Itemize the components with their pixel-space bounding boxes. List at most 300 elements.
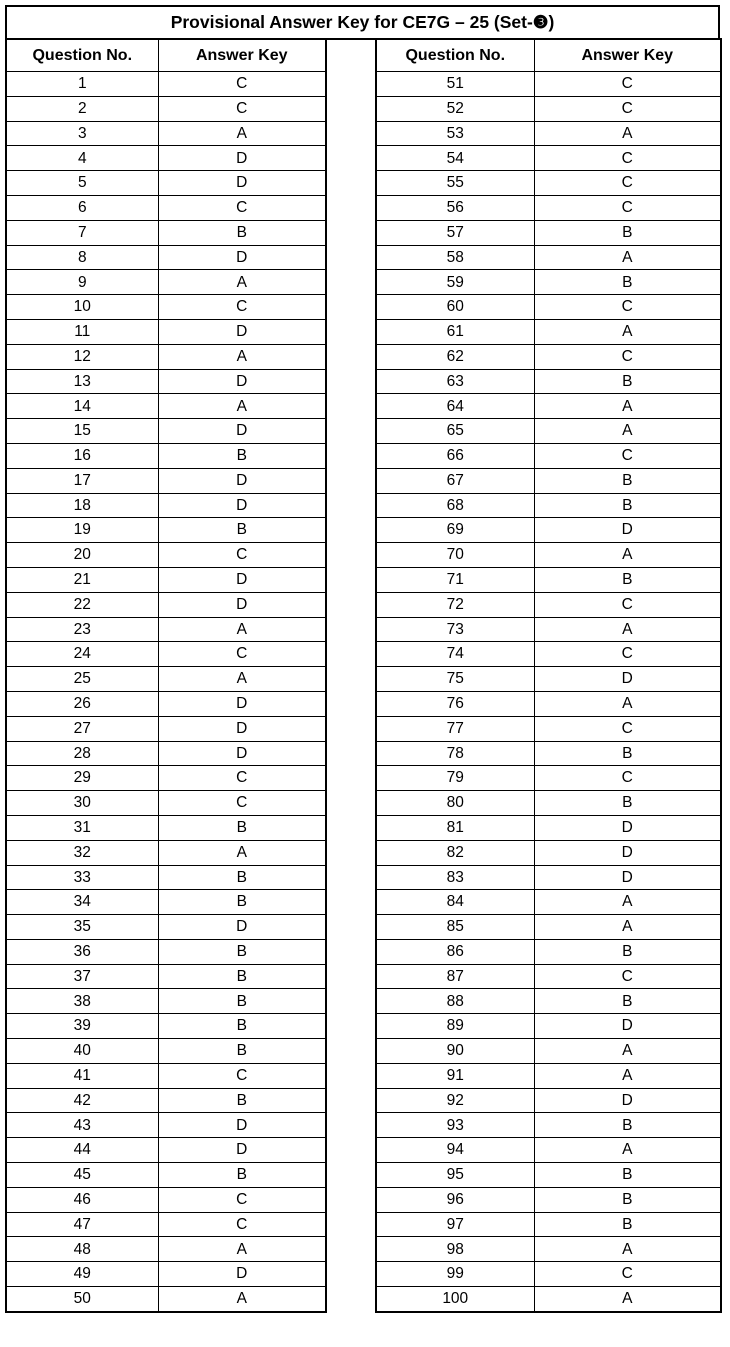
answer-letter: A [534,419,721,444]
question-number: 18 [6,493,158,518]
question-number: 43 [6,1113,158,1138]
answer-letter: B [158,939,326,964]
answer-letter: D [534,667,721,692]
question-number: 40 [6,1039,158,1064]
answer-letter: A [534,1138,721,1163]
answer-letter: D [158,319,326,344]
table-row [6,369,326,394]
answer-letter: D [158,592,326,617]
question-number: 28 [6,741,158,766]
table-row [6,443,326,468]
table-row [376,617,721,642]
answer-letter: C [534,642,721,667]
answer-letter: B [534,220,721,245]
answer-letter: D [534,1088,721,1113]
table-row [376,567,721,592]
answer-letter: B [158,964,326,989]
table-row [6,1163,326,1188]
table-row [6,1138,326,1163]
table-row [376,518,721,543]
question-number: 73 [376,617,534,642]
question-number: 8 [6,245,158,270]
table-row [6,1088,326,1113]
table-row [376,1237,721,1262]
answer-letter: B [158,1088,326,1113]
table-row [376,195,721,220]
page-title [5,5,720,40]
question-number: 85 [376,915,534,940]
table-row [6,1039,326,1064]
question-number: 80 [376,791,534,816]
question-number: 77 [376,716,534,741]
answer-letter: B [158,1014,326,1039]
answer-table-left [5,38,327,1313]
answer-letter: D [158,716,326,741]
question-number: 97 [376,1212,534,1237]
table-row [376,319,721,344]
question-no-header: Question No. [6,39,158,72]
answer-letter: A [158,121,326,146]
header-row [376,39,721,72]
table-row [6,121,326,146]
table-row [6,245,326,270]
answer-letter: B [158,815,326,840]
table-row [376,72,721,97]
answer-letter: A [158,394,326,419]
answer-letter: C [158,766,326,791]
table-row [376,96,721,121]
question-number: 25 [6,667,158,692]
answer-letter: A [534,394,721,419]
answer-letter: C [158,72,326,97]
table-row [6,270,326,295]
table-row [6,195,326,220]
answer-letter: B [158,518,326,543]
table-row [376,592,721,617]
answer-letter: B [534,468,721,493]
question-number: 39 [6,1014,158,1039]
question-number: 55 [376,171,534,196]
answer-letter: C [158,1187,326,1212]
table-row [6,890,326,915]
table-row [376,716,721,741]
question-number: 70 [376,543,534,568]
answer-letter: B [534,1113,721,1138]
table-row [376,741,721,766]
answer-letter: A [534,1063,721,1088]
question-number: 96 [376,1187,534,1212]
question-number: 21 [6,567,158,592]
question-number: 12 [6,344,158,369]
question-number: 5 [6,171,158,196]
table-row [6,146,326,171]
answer-letter: D [158,468,326,493]
question-number: 64 [376,394,534,419]
answer-key-header: Answer Key [534,39,721,72]
question-number: 30 [6,791,158,816]
question-number: 58 [376,245,534,270]
table-row [6,1287,326,1312]
table-row [6,1063,326,1088]
question-no-header: Question No. [376,39,534,72]
table-row [6,468,326,493]
question-number: 92 [376,1088,534,1113]
answer-letter: D [534,865,721,890]
page-title-text: Provisional Answer Key for CE7G – 25 (Set-❸) [170,12,555,32]
answer-letter: A [534,245,721,270]
answer-letter: D [534,518,721,543]
question-number: 94 [376,1138,534,1163]
table-row [6,96,326,121]
table-row [6,1014,326,1039]
question-number: 66 [376,443,534,468]
table-row [376,344,721,369]
question-number: 60 [376,295,534,320]
table-row [6,617,326,642]
answer-letter: B [534,270,721,295]
answer-letter: B [158,1039,326,1064]
answer-letter: D [534,815,721,840]
table-row [376,890,721,915]
table-row [376,394,721,419]
answer-letter: C [534,72,721,97]
question-number: 84 [376,890,534,915]
table-row [6,791,326,816]
question-number: 90 [376,1039,534,1064]
answer-letter: B [534,567,721,592]
question-number: 81 [376,815,534,840]
question-number: 76 [376,691,534,716]
table-row [376,543,721,568]
question-number: 17 [6,468,158,493]
question-number: 59 [376,270,534,295]
question-number: 11 [6,319,158,344]
question-number: 51 [376,72,534,97]
table-row [376,989,721,1014]
question-number: 54 [376,146,534,171]
question-number: 79 [376,766,534,791]
answer-letter: D [534,840,721,865]
table-row [376,493,721,518]
question-number: 95 [376,1163,534,1188]
table-row [376,642,721,667]
answer-letter: B [534,1163,721,1188]
answer-letter: D [158,245,326,270]
table-row [376,245,721,270]
question-number: 47 [6,1212,158,1237]
answer-letter: B [158,220,326,245]
answer-letter: B [534,791,721,816]
answer-letter: C [534,1262,721,1287]
table-row [376,295,721,320]
question-number: 71 [376,567,534,592]
answer-letter: C [534,295,721,320]
question-number: 82 [376,840,534,865]
answer-letter: D [158,567,326,592]
table-row [6,171,326,196]
answer-letter: A [534,1039,721,1064]
table-row [6,394,326,419]
answer-letter: A [158,1287,326,1312]
question-number: 88 [376,989,534,1014]
table-row [6,220,326,245]
table-row [6,840,326,865]
table-row [376,1063,721,1088]
table-row [6,493,326,518]
answer-letter: D [158,146,326,171]
table-row [6,1113,326,1138]
header-row [6,39,326,72]
table-row [6,964,326,989]
answer-letter: D [158,1138,326,1163]
table-row [6,865,326,890]
question-number: 91 [376,1063,534,1088]
answer-letter: B [534,989,721,1014]
answer-letter: A [534,121,721,146]
answer-letter: D [158,1262,326,1287]
question-number: 69 [376,518,534,543]
answer-letter: B [534,939,721,964]
table-row [6,939,326,964]
answer-letter: B [158,865,326,890]
table-row [376,815,721,840]
table-row [6,72,326,97]
question-number: 7 [6,220,158,245]
question-number: 44 [6,1138,158,1163]
question-number: 34 [6,890,158,915]
table-row [376,419,721,444]
answer-letter: C [534,96,721,121]
table-row [6,1262,326,1287]
question-number: 99 [376,1262,534,1287]
question-number: 53 [376,121,534,146]
question-number: 16 [6,443,158,468]
answer-letter: D [158,171,326,196]
question-number: 37 [6,964,158,989]
table-row [6,915,326,940]
question-number: 48 [6,1237,158,1262]
question-number: 67 [376,468,534,493]
answer-letter: D [158,369,326,394]
answer-letter: A [534,1287,721,1312]
answer-letter: B [534,741,721,766]
table-row [6,1187,326,1212]
table-row [6,592,326,617]
answer-letter: C [158,642,326,667]
answer-letter: D [158,691,326,716]
question-number: 57 [376,220,534,245]
answer-letter: C [158,543,326,568]
question-number: 10 [6,295,158,320]
question-number: 20 [6,543,158,568]
table-row [6,989,326,1014]
question-number: 38 [6,989,158,1014]
table-row [376,121,721,146]
question-number: 24 [6,642,158,667]
answer-letter: C [534,344,721,369]
answer-letter: C [534,716,721,741]
answer-letter: D [158,915,326,940]
table-row [6,1237,326,1262]
question-number: 75 [376,667,534,692]
question-number: 45 [6,1163,158,1188]
question-number: 63 [376,369,534,394]
question-number: 78 [376,741,534,766]
question-number: 52 [376,96,534,121]
question-number: 83 [376,865,534,890]
question-number: 42 [6,1088,158,1113]
table-row [376,1212,721,1237]
table-row [376,369,721,394]
table-row [376,964,721,989]
question-number: 26 [6,691,158,716]
answer-letter: C [534,964,721,989]
table-row [6,344,326,369]
question-number: 62 [376,344,534,369]
answer-letter: C [534,195,721,220]
question-number: 89 [376,1014,534,1039]
question-number: 4 [6,146,158,171]
table-row [6,691,326,716]
question-number: 33 [6,865,158,890]
answer-letter: C [158,295,326,320]
answer-letter: A [158,667,326,692]
answer-letter: A [534,543,721,568]
answer-letter: C [534,443,721,468]
table-row [6,815,326,840]
question-number: 27 [6,716,158,741]
table-row [376,1187,721,1212]
answer-key-header: Answer Key [158,39,326,72]
answer-letter: A [158,270,326,295]
answer-letter: A [534,915,721,940]
table-row [376,691,721,716]
answer-letter: C [158,96,326,121]
table-row [376,1138,721,1163]
table-row [6,295,326,320]
table-row [376,270,721,295]
question-number: 36 [6,939,158,964]
question-number: 13 [6,369,158,394]
answer-letter: D [534,1014,721,1039]
table-row [6,642,326,667]
answer-letter: C [158,195,326,220]
table-row [376,1262,721,1287]
question-number: 68 [376,493,534,518]
answer-letter: B [534,1187,721,1212]
table-row [6,419,326,444]
answer-letter: B [534,493,721,518]
question-number: 23 [6,617,158,642]
table-row [6,766,326,791]
table-row [376,667,721,692]
question-number: 86 [376,939,534,964]
table-row [6,716,326,741]
question-number: 56 [376,195,534,220]
question-number: 35 [6,915,158,940]
answer-letter: D [158,1113,326,1138]
question-number: 1 [6,72,158,97]
table-row [376,220,721,245]
answer-letter: C [534,171,721,196]
table-row [6,518,326,543]
table-row [6,741,326,766]
question-number: 72 [376,592,534,617]
table-row [376,1014,721,1039]
table-row [376,1163,721,1188]
answer-letter: A [158,840,326,865]
question-number: 14 [6,394,158,419]
question-number: 19 [6,518,158,543]
table-row [6,319,326,344]
answer-letter: B [158,989,326,1014]
table-row [376,443,721,468]
table-row [6,567,326,592]
question-number: 46 [6,1187,158,1212]
answer-letter: D [158,741,326,766]
question-number: 50 [6,1287,158,1312]
question-number: 87 [376,964,534,989]
table-row [376,791,721,816]
table-row [376,766,721,791]
answer-letter: A [158,344,326,369]
answer-letter: B [534,1212,721,1237]
question-number: 31 [6,815,158,840]
question-number: 29 [6,766,158,791]
answer-letter: A [158,617,326,642]
question-number: 93 [376,1113,534,1138]
question-number: 3 [6,121,158,146]
table-row [376,1088,721,1113]
answer-letter: C [534,766,721,791]
question-number: 9 [6,270,158,295]
table-row [376,1287,721,1312]
answer-letter: A [534,691,721,716]
answer-table-right [375,38,722,1313]
table-row [6,667,326,692]
question-number: 15 [6,419,158,444]
question-number: 98 [376,1237,534,1262]
answer-letter: B [534,369,721,394]
table-row [6,543,326,568]
answer-letter: B [158,890,326,915]
answer-letter: D [158,419,326,444]
question-number: 100 [376,1287,534,1312]
answer-letter: A [534,1237,721,1262]
question-number: 41 [6,1063,158,1088]
question-number: 22 [6,592,158,617]
answer-letter: C [534,592,721,617]
answer-letter: C [158,791,326,816]
table-row [376,865,721,890]
answer-letter: A [158,1237,326,1262]
question-number: 74 [376,642,534,667]
table-row [376,146,721,171]
question-number: 65 [376,419,534,444]
question-number: 6 [6,195,158,220]
answer-letter: A [534,617,721,642]
table-row [376,939,721,964]
question-number: 61 [376,319,534,344]
answer-letter: C [534,146,721,171]
answer-letter: C [158,1212,326,1237]
table-row [376,1113,721,1138]
question-number: 32 [6,840,158,865]
answer-letter: A [534,890,721,915]
answer-letter: C [158,1063,326,1088]
answer-letter: B [158,1163,326,1188]
question-number: 49 [6,1262,158,1287]
